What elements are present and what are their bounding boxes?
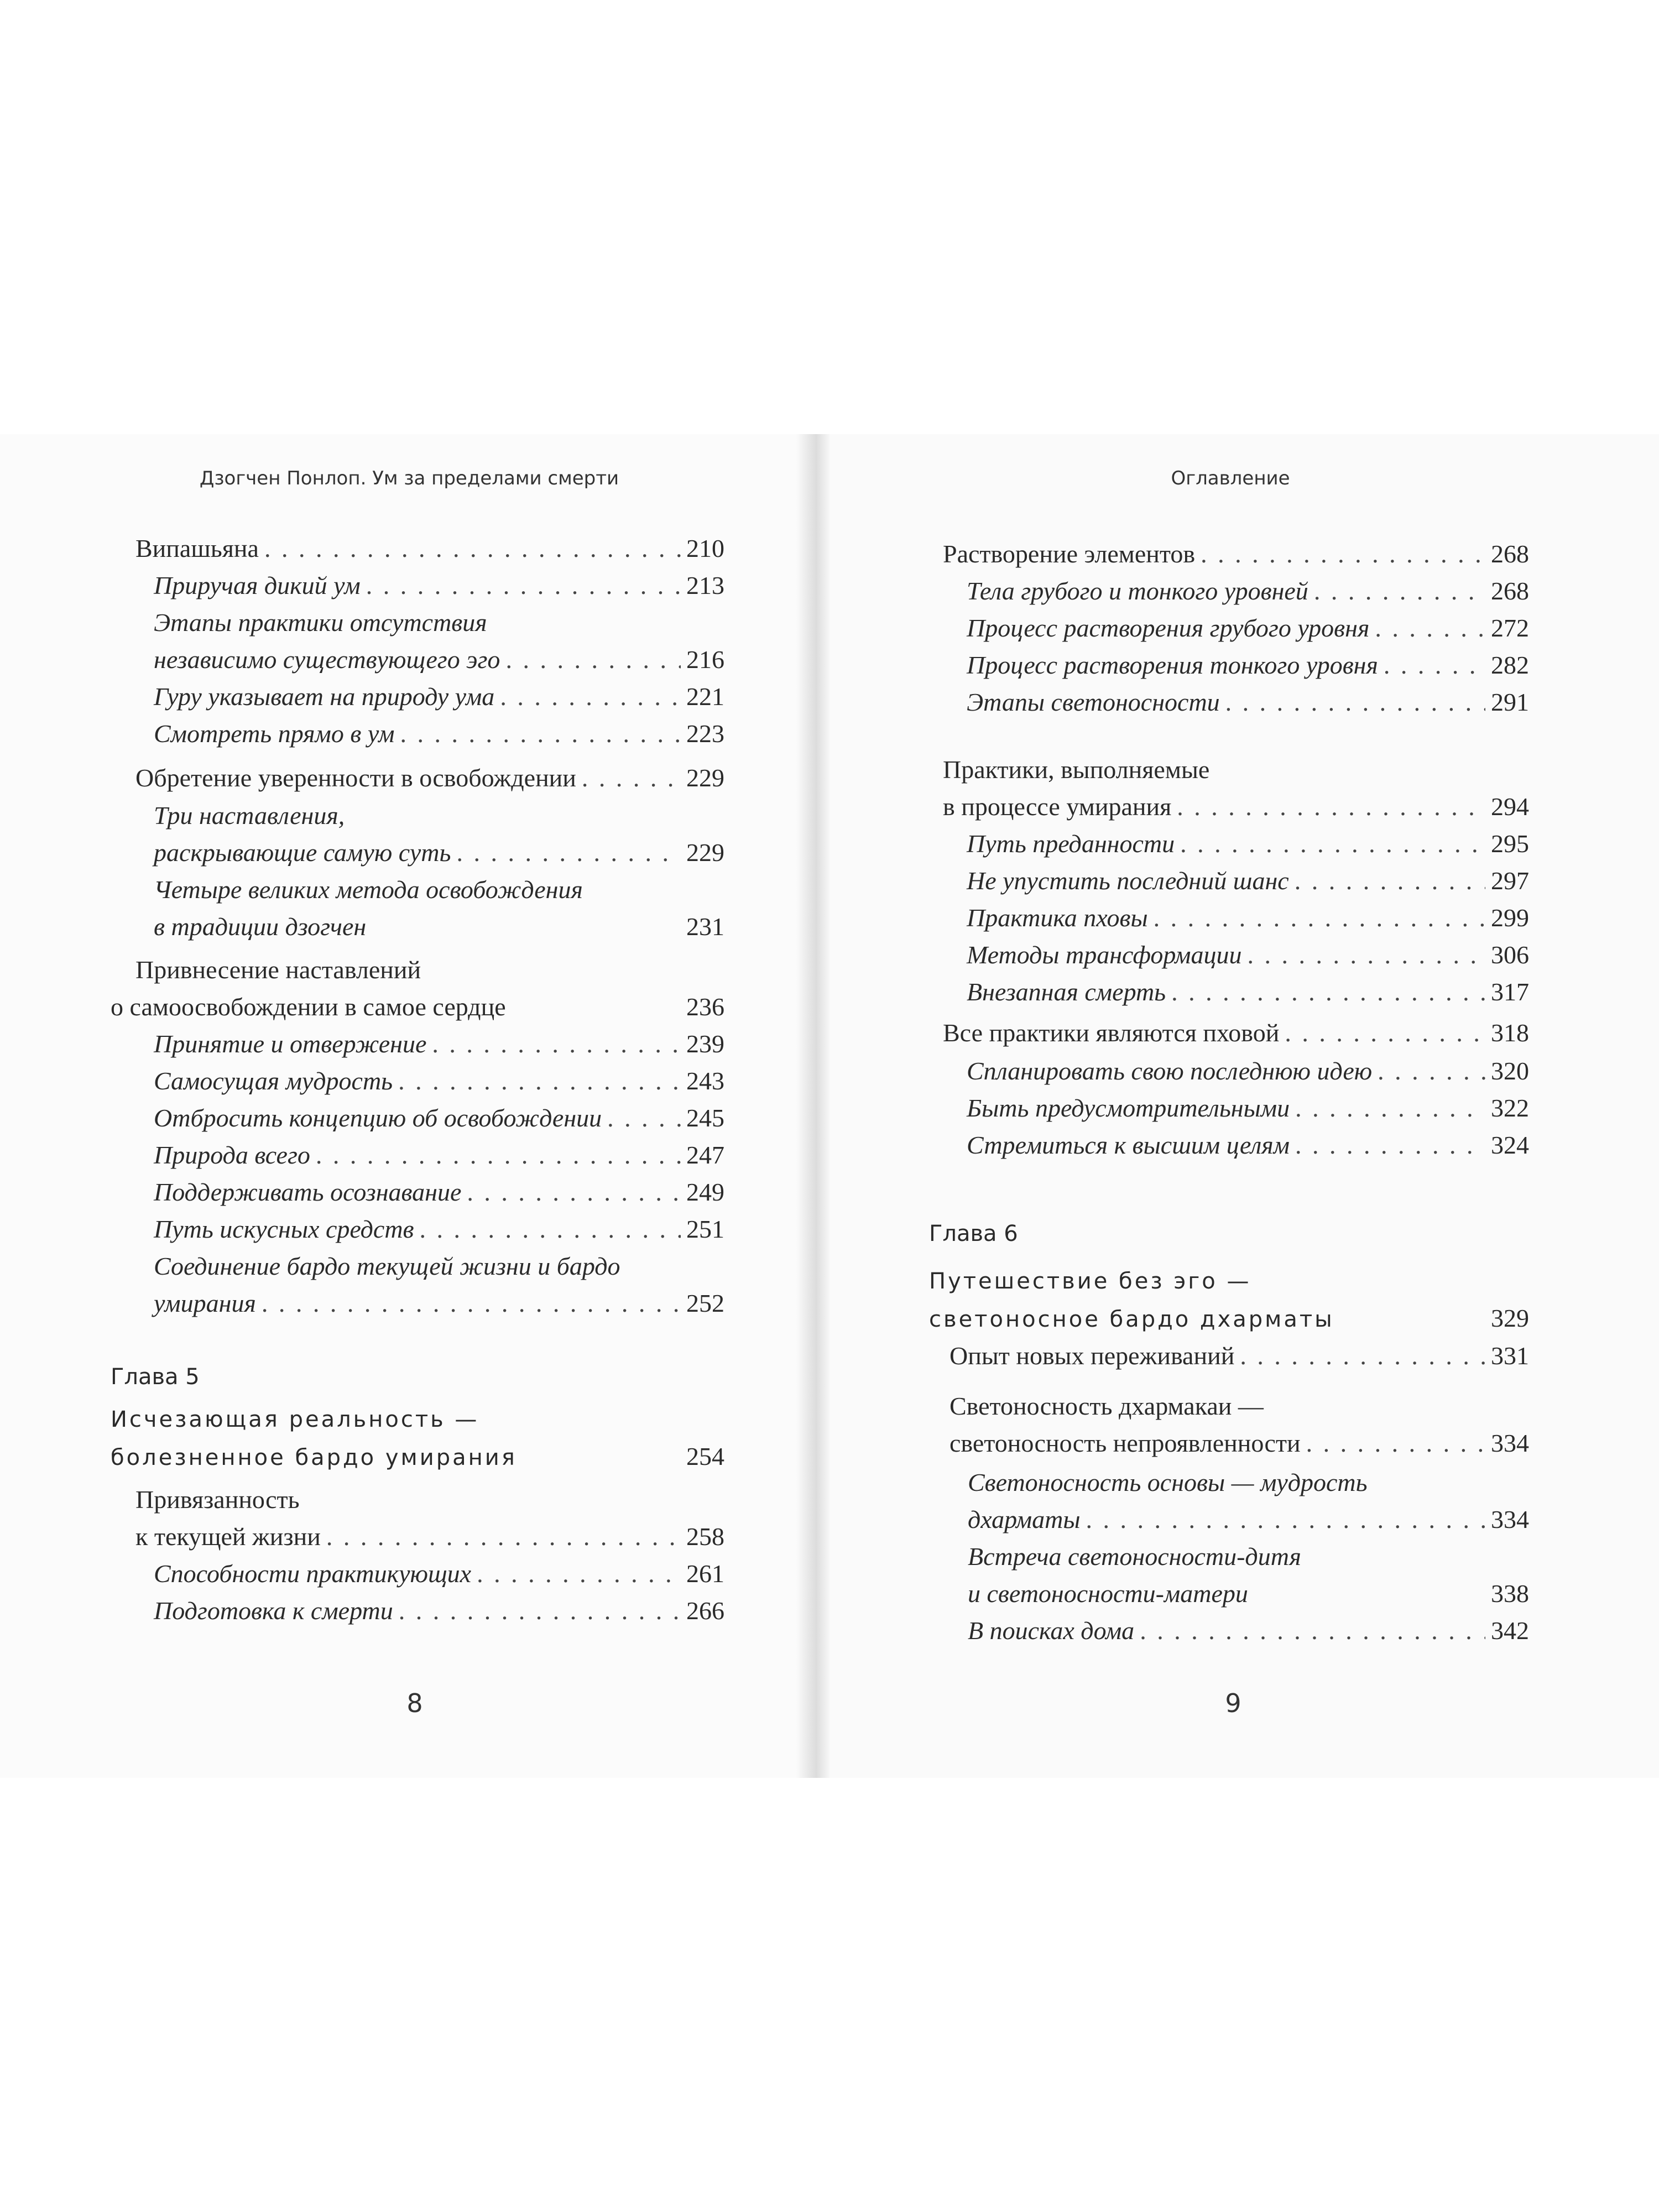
toc-entry-page: 247 [686, 1141, 724, 1169]
toc-entry-title: и светоносности-матери [968, 1579, 1248, 1608]
toc-subentry [967, 573, 1529, 609]
toc-entry-title: Процесс растворения тонкого уровня [967, 651, 1378, 679]
leader-dots [1177, 789, 1485, 825]
toc-entry-title: Приручая дикий ум [154, 571, 361, 599]
chapter-title-line2: болезненное бардо умирания [111, 1445, 517, 1470]
toc-subentry-line1: Соединение бардо текущей жизни и бардо [154, 1252, 620, 1280]
toc-entry-page: 231 [686, 912, 724, 941]
toc-entry-page: 261 [686, 1559, 724, 1588]
toc-entry-title: Растворение элементов [943, 540, 1196, 568]
toc-entry-page: 334 [1491, 1505, 1529, 1533]
toc-entry-page: 329 [1491, 1304, 1529, 1332]
toc-entry [943, 789, 1529, 825]
leader-dots [1240, 1338, 1485, 1374]
toc-entry-page: 342 [1491, 1616, 1529, 1645]
toc-entry-title: Способности практикующих [154, 1559, 472, 1588]
toc-entry-page: 229 [686, 764, 724, 792]
toc-entry-title: Практика пховы [967, 904, 1148, 932]
chapter-label: Глава 5 [111, 1364, 200, 1390]
leader-dots [1384, 648, 1485, 683]
toc-entry-page: 320 [1491, 1057, 1529, 1085]
toc-subentry-line1: Светоносность основы — мудрость [968, 1468, 1368, 1496]
toc-entry-page: 268 [1491, 540, 1529, 568]
toc-subentry-line1: Четыре великих метода освобождения [154, 875, 583, 904]
leader-dots [1306, 1426, 1485, 1461]
chapter-title-entry [929, 1301, 1529, 1336]
toc-entry-page: 236 [686, 993, 724, 1021]
toc-subentry [967, 611, 1529, 646]
toc-entry-title: Стремиться к высшим целям [967, 1131, 1290, 1159]
leader-dots [1180, 826, 1485, 862]
leader-dots [1285, 1015, 1485, 1051]
toc-entry-title: дхарматы [968, 1505, 1081, 1533]
toc-entry-title: Самосущая мудрость [154, 1067, 393, 1095]
toc-subentry-line1: Встреча светоносности-дитя [968, 1542, 1301, 1571]
toc-entry-line1: Светоносность дхармакаи — [950, 1392, 1264, 1420]
leader-dots [1295, 1091, 1485, 1126]
toc-entry-page: 291 [1491, 688, 1529, 716]
toc-entry-page: 252 [686, 1289, 724, 1317]
toc-subentry [967, 826, 1529, 862]
toc-entry-page: 282 [1491, 651, 1529, 679]
toc-entry-title: светоносность непроявленности [950, 1429, 1301, 1457]
toc-entry-page: 216 [686, 645, 724, 674]
toc-entry-page: 266 [686, 1597, 724, 1625]
toc-entry-title: В поисках дома [968, 1616, 1135, 1645]
toc-entry-page: 213 [686, 571, 724, 599]
toc-entry-page: 334 [1491, 1429, 1529, 1457]
toc-entry-page: 268 [1491, 577, 1529, 605]
toc-entry-title: независимо существующего эго [154, 645, 500, 674]
toc-entry-line1: Привнесение наставлений [135, 956, 421, 984]
toc-entry-page: 258 [686, 1522, 724, 1551]
toc-entry-title: о самоосвобождении в самое сердце [111, 993, 506, 1021]
toc-subentry [967, 863, 1529, 899]
toc-entry-title: Быть предусмотрительными [967, 1094, 1290, 1122]
toc-entry-page: 295 [1491, 830, 1529, 858]
toc-entry-page: 299 [1491, 904, 1529, 932]
right-page-number: 9 [1225, 1688, 1241, 1718]
toc-entry-line1: Практики, выполняемые [943, 755, 1210, 784]
toc-subentry [968, 1502, 1529, 1537]
right-running-head: Оглавление [1171, 467, 1290, 489]
toc-entry-page: 243 [686, 1067, 724, 1095]
toc-entry-page: 223 [686, 719, 724, 748]
toc-entry-title: Спланировать свою последнюю идею [967, 1057, 1373, 1085]
toc-subentry-line1: Три наставления, [154, 801, 345, 830]
toc-subentry [967, 648, 1529, 683]
toc-entry-page: 297 [1491, 867, 1529, 895]
toc-entry-page: 239 [686, 1030, 724, 1058]
leader-dots [1154, 900, 1485, 936]
toc-entry-title: Этапы светоносности [967, 688, 1220, 716]
toc-entry-title: Процесс растворения грубого уровня [967, 614, 1370, 642]
toc-entry-title: Випашьяна [135, 534, 259, 562]
left-running-head: Дзогчен Понлоп. Ум за пределами смерти [199, 467, 619, 489]
toc-entry-title: Не упустить последний шанс [967, 867, 1289, 895]
chapter-title-line1: Путешествие без эго — [929, 1269, 1251, 1294]
toc-entry-page: 221 [686, 682, 724, 711]
toc-entry-title: Опыт новых переживаний [950, 1342, 1235, 1370]
toc-entry-page: 245 [686, 1104, 724, 1132]
toc-entry-page: 306 [1491, 941, 1529, 969]
toc-subentry [968, 1613, 1529, 1648]
toc-entry-title: умирания [154, 1289, 256, 1317]
toc-entry-page: 294 [1491, 792, 1529, 821]
leader-dots [1171, 974, 1485, 1010]
toc-entry-page: 251 [686, 1215, 724, 1243]
toc-entry-title: Природа всего [154, 1141, 310, 1169]
toc-entry-title: Тела грубого и тонкого уровней [967, 577, 1308, 605]
toc-subentry [967, 974, 1529, 1010]
toc-entry [943, 536, 1529, 572]
left-page-number: 8 [406, 1688, 423, 1718]
leader-dots [1225, 685, 1485, 720]
toc-entry-page: 324 [1491, 1131, 1529, 1159]
leader-dots [1086, 1502, 1485, 1537]
toc-entry [943, 1015, 1529, 1051]
leader-dots [1314, 573, 1485, 609]
toc-entry-page: 229 [686, 838, 724, 867]
toc-entry-title: Путь преданности [967, 830, 1175, 858]
toc-entry-title: Обретение уверенности в освобождении [135, 764, 576, 792]
leader-dots [1295, 1128, 1485, 1163]
toc-entry-page: 338 [1491, 1579, 1529, 1608]
toc-subentry [967, 937, 1529, 973]
leader-dots [1201, 536, 1485, 572]
toc-entry-page: 331 [1491, 1342, 1529, 1370]
chapter-title-line1: Исчезающая реальность — [111, 1407, 479, 1432]
toc-entry-line1: Привязанность [135, 1485, 300, 1514]
toc-entry-page: 254 [686, 1442, 724, 1470]
toc-entry-title: Смотреть прямо в ум [154, 719, 395, 748]
leader-dots [1295, 863, 1485, 899]
chapter-label: Глава 6 [929, 1221, 1018, 1246]
toc-entry [950, 1338, 1529, 1374]
leader-dots [1378, 1053, 1485, 1089]
toc-entry-page: 317 [1491, 978, 1529, 1006]
leader-dots [1140, 1613, 1485, 1648]
toc-entry-title: Отбросить концепцию об освобождении [154, 1104, 602, 1132]
toc-entry-title: Гуру указывает на природу ума [154, 682, 495, 711]
toc-entry-title: к текущей жизни [135, 1522, 321, 1551]
toc-entry-title: Подготовка к смерти [154, 1597, 393, 1625]
toc-subentry [968, 1576, 1529, 1611]
toc-entry-page: 272 [1491, 614, 1529, 642]
toc-entry-page: 210 [686, 534, 724, 562]
toc-subentry [967, 900, 1529, 936]
leader-dots [1247, 937, 1485, 973]
toc-entry-page: 318 [1491, 1019, 1529, 1047]
toc-entry-title: Поддерживать осознавание [154, 1178, 462, 1206]
toc-entry-title: Методы трансформации [967, 941, 1242, 969]
toc-entry-title: Принятие и отвержение [154, 1030, 427, 1058]
toc-entry-title: Путь искусных средств [154, 1215, 414, 1243]
toc-entry-title: в традиции дзогчен [154, 912, 367, 941]
toc-entry-title: раскрывающие самую суть [154, 838, 451, 867]
leader-dots [1375, 611, 1485, 646]
toc-entry-title: Все практики являются пховой [943, 1019, 1280, 1047]
toc-subentry [967, 1091, 1529, 1126]
toc-entry-page: 322 [1491, 1094, 1529, 1122]
chapter-title-line2: светоносное бардо дхарматы [929, 1307, 1334, 1332]
toc-subentry-line1: Этапы практики отсутствия [154, 608, 487, 637]
toc-entry-title: Внезапная смерть [967, 978, 1166, 1006]
toc-entry-title: в процессе умирания [943, 792, 1172, 821]
toc-subentry [967, 1053, 1529, 1089]
toc-subentry [967, 685, 1529, 720]
toc-entry-page: 249 [686, 1178, 724, 1206]
toc-entry [950, 1426, 1529, 1461]
toc-subentry [967, 1128, 1529, 1163]
